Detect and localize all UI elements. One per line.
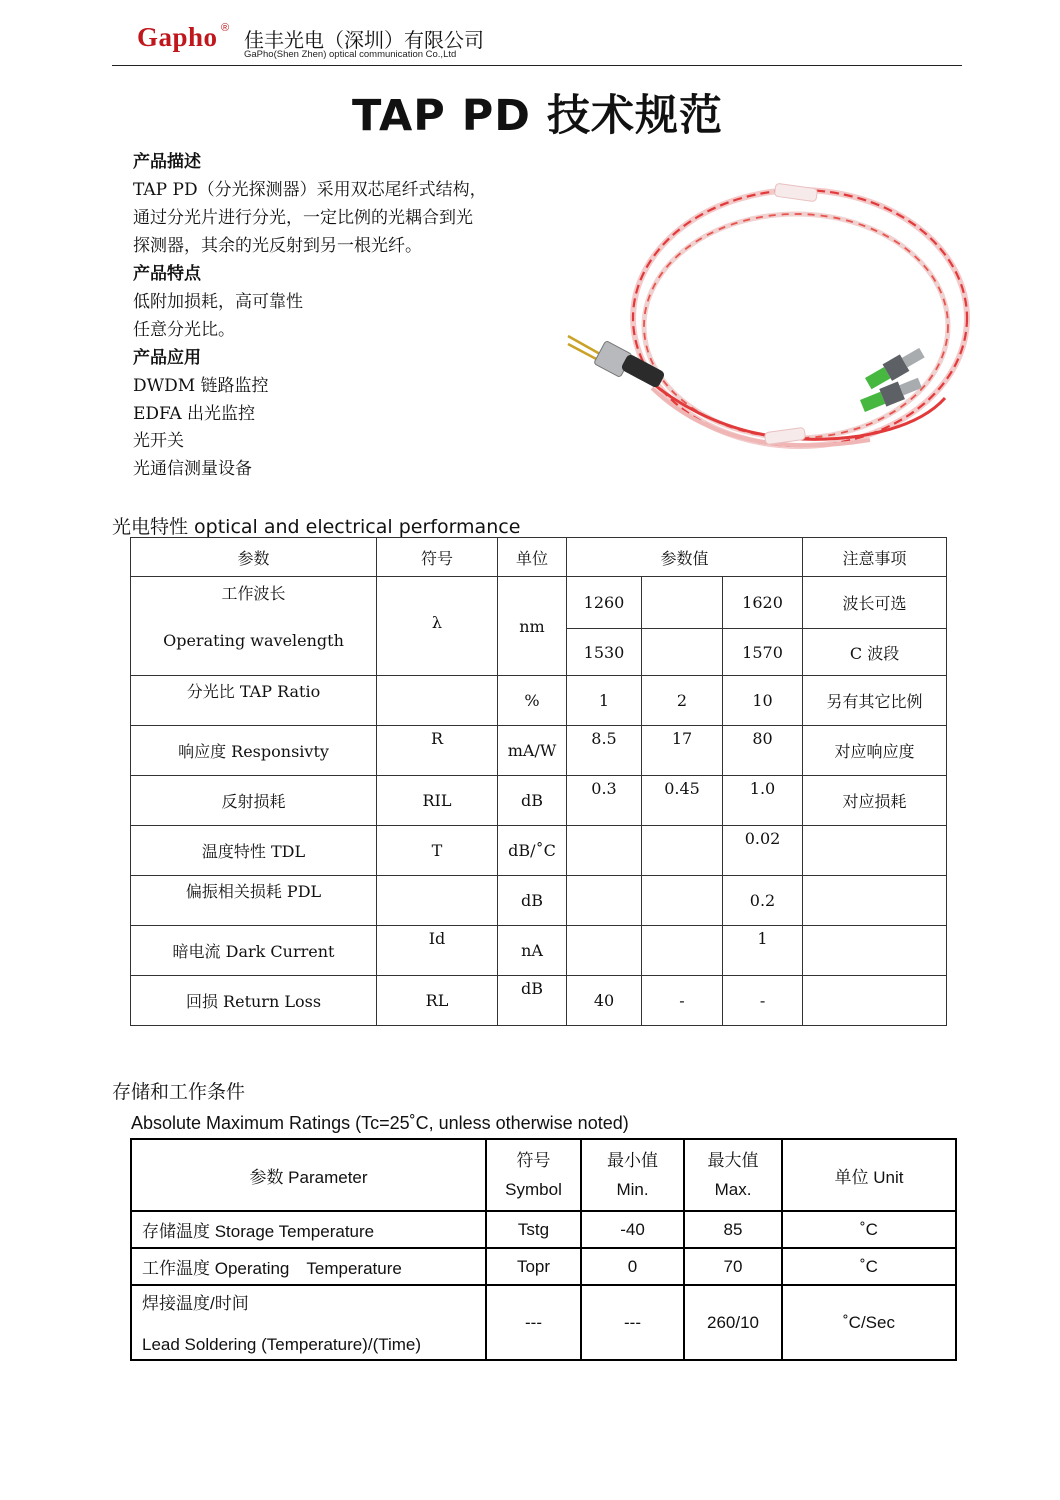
note-cell: 另有其它比例 (803, 676, 947, 726)
max-cell: 85 (684, 1211, 782, 1248)
max-cell: 70 (684, 1248, 782, 1285)
value-cell: - (642, 976, 723, 1026)
header-symbol-en: Symbol (505, 1180, 562, 1199)
description-line: TAP PD（分光探测器）采用双芯尾纤式结构， (133, 180, 487, 200)
value-cell: 8.5 (567, 726, 642, 776)
param-cell: 存储温度 Storage Temperature (131, 1211, 486, 1248)
description-line: 通过分光片进行分光，一定比例的光耦合到光 (133, 208, 473, 228)
table-row (131, 926, 947, 976)
value-cell (642, 926, 723, 976)
table-header-row (131, 538, 947, 577)
max-cell: 260/10 (684, 1285, 782, 1360)
symbol-cell: RL (377, 976, 498, 1026)
min-cell: --- (581, 1285, 684, 1360)
unit-cell: mA/W (498, 726, 567, 776)
unit-cell: ˚C (782, 1248, 956, 1285)
unit-cell: ˚C/Sec (782, 1285, 956, 1360)
unit-cell: dB/˚C (498, 826, 567, 876)
min-cell: 0 (581, 1248, 684, 1285)
absolute-ratings-table (130, 1138, 957, 1361)
param-cell: 偏振相关损耗 PDL (131, 876, 377, 926)
solder-param-en: Lead Soldering (Temperature)/(Time) (142, 1335, 422, 1354)
brand-logo: Gapho (137, 22, 218, 52)
value-cell (567, 826, 642, 876)
value-cell: 0.3 (567, 776, 642, 826)
header-parameter: 参数 Parameter (131, 1139, 486, 1211)
param-cell: 回损 Return Loss (131, 976, 377, 1026)
note-cell (803, 926, 947, 976)
param-cell: 反射损耗 (131, 776, 377, 826)
header-max-en: Max. (714, 1180, 752, 1199)
unit-cell: ˚C (782, 1211, 956, 1248)
param-cell: 温度特性 TDL (131, 826, 377, 876)
symbol-cell: RIL (377, 776, 498, 826)
value-cell: 0.2 (723, 876, 803, 926)
header-symbol: 符号 (377, 538, 498, 577)
application-item: 光通信测量设备 (133, 459, 252, 479)
table-row (131, 726, 947, 776)
table-row (131, 976, 947, 1026)
header-min-cn: 最小值 (607, 1151, 658, 1170)
wavelength-param-cell (131, 577, 377, 676)
product-applications-heading: 产品应用 (133, 348, 201, 368)
param-cell (131, 1285, 486, 1360)
wavelength-symbol: λ (377, 577, 498, 676)
header-symbol-cn: 符号 (516, 1151, 551, 1170)
value-cell: 40 (567, 976, 642, 1026)
symbol-cell: Tstg (486, 1211, 581, 1248)
note-cell (803, 876, 947, 926)
wavelength-name-cn: 工作波长 (221, 584, 286, 603)
value-cell (642, 876, 723, 926)
table-row (131, 577, 947, 629)
ratings-caption: Absolute Maximum Ratings (Tc=25˚C, unless otherwise noted) (131, 1113, 629, 1133)
wavelength-name-en: Operating wavelength (163, 631, 344, 650)
min-cell: -40 (581, 1211, 684, 1248)
symbol-cell (377, 676, 498, 726)
header-divider (112, 65, 962, 66)
performance-table (130, 537, 947, 1026)
symbol-cell: --- (486, 1285, 581, 1360)
perf-section-title: 光电特性 optical and electrical performance (112, 516, 521, 538)
table-row (131, 1248, 956, 1285)
table-row (131, 826, 947, 876)
application-item: 光开关 (133, 431, 184, 451)
product-features-heading: 产品特点 (133, 264, 201, 284)
header-notes: 注意事项 (803, 538, 947, 577)
note-cell: C 波段 (803, 629, 947, 676)
value-cell: 1.0 (723, 776, 803, 826)
feature-item: 任意分光比。 (133, 320, 235, 340)
company-name-en: GaPho(Shen Zhen) optical communication Co.,Ltd (244, 49, 457, 60)
table-row (131, 776, 947, 826)
registered-mark: ® (221, 22, 230, 34)
application-item: EDFA 出光监控 (133, 404, 256, 424)
table-row (131, 876, 947, 926)
header-symbol (486, 1139, 581, 1211)
company-name-cn: 佳丰光电（深圳）有限公司 (244, 28, 484, 52)
product-photo (560, 178, 970, 468)
feature-item: 低附加损耗，高可靠性 (133, 292, 303, 312)
note-cell: 对应损耗 (803, 776, 947, 826)
page-title: TAP PD 技术规范 (352, 91, 723, 141)
value-cell: 2 (642, 676, 723, 726)
value-cell (642, 577, 723, 629)
unit-cell: dB (498, 876, 567, 926)
param-cell: 暗电流 Dark Current (131, 926, 377, 976)
symbol-cell: Id (377, 926, 498, 976)
header-unit: 单位 Unit (782, 1139, 956, 1211)
value-cell (642, 826, 723, 876)
value-cell: 80 (723, 726, 803, 776)
note-cell (803, 826, 947, 876)
value-cell: 1 (567, 676, 642, 726)
symbol-cell: R (377, 726, 498, 776)
value-cell: - (723, 976, 803, 1026)
value-cell: 1620 (723, 577, 803, 629)
value-cell: 10 (723, 676, 803, 726)
table-header-row (131, 1139, 956, 1211)
symbol-cell (377, 876, 498, 926)
solder-param-cn: 焊接温度/时间 (142, 1294, 249, 1313)
header-min (581, 1139, 684, 1211)
value-cell: 0.45 (642, 776, 723, 826)
header-values: 参数值 (567, 538, 803, 577)
value-cell: 17 (642, 726, 723, 776)
header-max (684, 1139, 782, 1211)
value-cell: 1570 (723, 629, 803, 676)
symbol-cell: T (377, 826, 498, 876)
value-cell: 0.02 (723, 826, 803, 876)
value-cell (567, 926, 642, 976)
param-cell: 工作温度 Operating Temperature (131, 1248, 486, 1285)
header-max-cn: 最大值 (707, 1151, 759, 1170)
value-cell: 1 (723, 926, 803, 976)
product-description-heading: 产品描述 (133, 152, 201, 172)
symbol-cell: Topr (486, 1248, 581, 1285)
note-cell (803, 976, 947, 1026)
header-min-en: Min. (616, 1180, 649, 1199)
param-cell: 响应度 Responsivty (131, 726, 377, 776)
description-line: 探测器，其余的光反射到另一根光纤。 (133, 236, 422, 256)
value-cell (642, 629, 723, 676)
value-cell (567, 876, 642, 926)
unit-cell: dB (498, 976, 567, 1026)
wavelength-unit: nm (498, 577, 567, 676)
application-item: DWDM 链路监控 (133, 376, 269, 396)
storage-section-title: 存储和工作条件 (112, 1081, 246, 1103)
note-cell: 波长可选 (803, 577, 947, 629)
note-cell: 对应响应度 (803, 726, 947, 776)
table-row (131, 1285, 956, 1360)
header-param: 参数 (131, 538, 377, 577)
table-row (131, 676, 947, 726)
header-unit: 单位 (498, 538, 567, 577)
unit-cell: % (498, 676, 567, 726)
unit-cell: nA (498, 926, 567, 976)
unit-cell: dB (498, 776, 567, 826)
table-row (131, 1211, 956, 1248)
param-cell: 分光比 TAP Ratio (131, 676, 377, 726)
value-cell: 1530 (567, 629, 642, 676)
value-cell: 1260 (567, 577, 642, 629)
